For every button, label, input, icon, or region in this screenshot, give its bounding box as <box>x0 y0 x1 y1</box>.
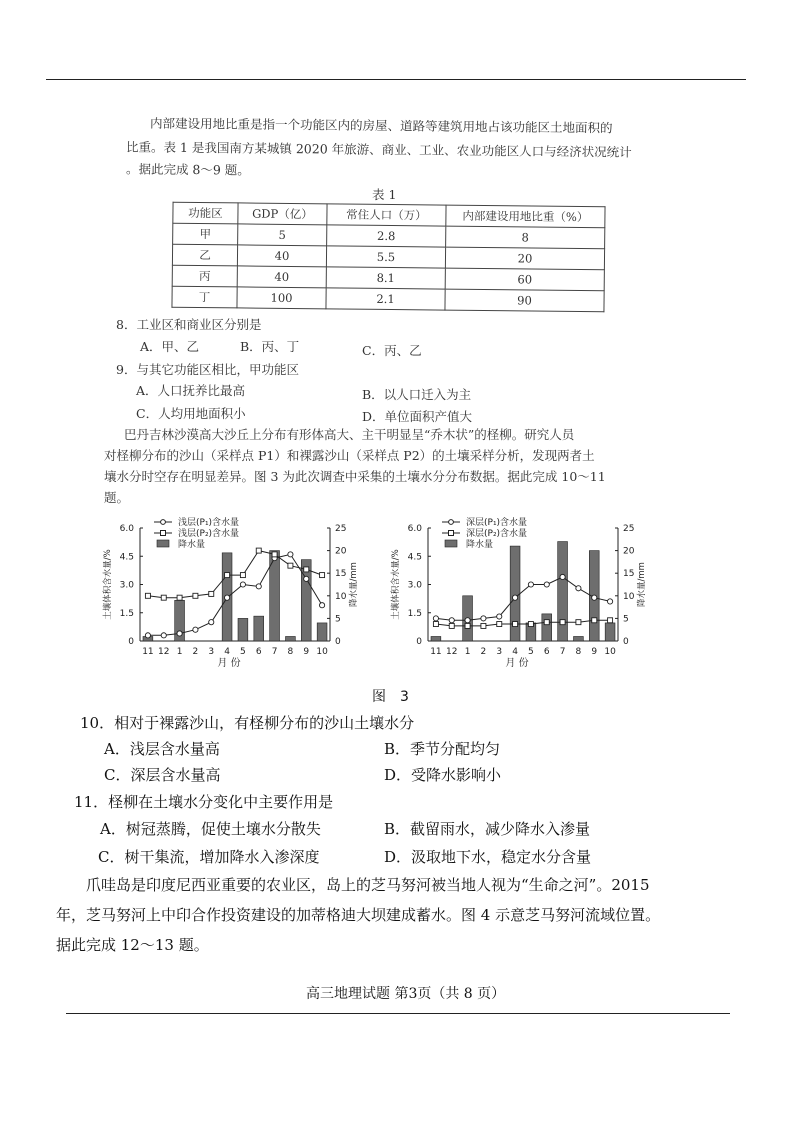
x-tick-label: 11 <box>430 647 442 657</box>
series-p2-point <box>497 622 502 627</box>
series-p2-point <box>272 552 277 557</box>
x-tick-label: 9 <box>303 647 310 657</box>
y2-tick-label: 0 <box>623 637 629 647</box>
series-p1-point <box>481 616 486 621</box>
x-tick-label: 3 <box>208 647 215 657</box>
series-p1-point <box>560 574 565 579</box>
intro3-line2: 年，芝马努河上中印合作投资建设的加蒂格迪大坝建成蓄水。图 4 示意芝马努河流域位置。 <box>56 906 661 924</box>
legend-marker-bar <box>445 540 457 547</box>
table-cell: 2.8 <box>327 225 446 247</box>
precipitation-bar <box>558 542 568 641</box>
series-p2-point <box>481 623 486 628</box>
q11-option-b: B．截留雨水，减少降水入渗量 <box>384 820 591 838</box>
y-tick-label: 6.0 <box>119 524 134 534</box>
series-p1-point <box>288 552 293 557</box>
intro1-line2: 比重。表 1 是我国南方某城镇 2020 年旅游、商业、工业、农业功能区人口与经济状况统计 <box>125 139 632 160</box>
legend-marker-p2 <box>161 531 166 536</box>
series-p2-point <box>576 620 581 625</box>
table-cell: 甲 <box>173 223 238 245</box>
series-p2-point <box>528 622 533 627</box>
series-p1-point <box>145 633 150 638</box>
y2-tick-label: 10 <box>335 591 347 602</box>
precipitation-bar <box>605 623 615 641</box>
series-p1-point <box>240 582 245 587</box>
intro2-line1: 巴丹吉林沙漠高大沙丘上分布有形体高大、主干明显呈“乔木状”的柽柳。研究人员 <box>124 427 575 442</box>
y-tick-label: 4.5 <box>119 552 134 563</box>
x-axis-label: 月 份 <box>505 658 529 669</box>
series-p2-point <box>544 620 549 625</box>
y-tick-label: 0 <box>128 637 134 647</box>
series-p1-point <box>224 595 229 600</box>
page-footer: 高三地理试题 第3页（共 8 页） <box>306 986 506 1002</box>
legend-marker-p1 <box>161 520 166 525</box>
series-p2-point <box>177 595 182 600</box>
x-tick-label: 10 <box>316 647 328 657</box>
q8-option-a: A．甲、乙 <box>140 339 200 354</box>
legend-marker-p1 <box>449 520 454 525</box>
series-p2-point <box>225 573 230 578</box>
series-p1-point <box>256 584 261 589</box>
series-p1-point <box>193 627 198 632</box>
intro2-line3: 壤水分时空存在明显差异。图 3 为此次调查中采集的土壤水分分布数据。据此完成 10～11 <box>104 469 606 484</box>
q9-stem: 9．与其它功能区相比，甲功能区 <box>116 362 299 377</box>
x-tick-label: 4 <box>512 647 518 657</box>
x-tick-label: 8 <box>287 647 294 657</box>
x-tick-label: 11 <box>142 647 154 657</box>
x-tick-label: 9 <box>591 647 598 657</box>
series-p2-point <box>256 548 261 553</box>
y2-tick-label: 5 <box>335 614 341 625</box>
x-tick-label: 3 <box>496 647 503 657</box>
table1-header-cell: GDP（亿） <box>238 203 327 225</box>
y-tick-label: 6.0 <box>407 524 422 534</box>
x-tick-label: 5 <box>528 647 534 657</box>
x-tick-label: 8 <box>575 647 582 657</box>
x-tick-label: 2 <box>480 647 487 657</box>
series-p1-point <box>544 582 549 587</box>
series-p1-point <box>576 586 581 591</box>
q11-option-c: C．树干集流，增加降水入渗深度 <box>98 848 320 866</box>
x-tick-label: 7 <box>559 647 566 657</box>
series-p2-point <box>592 618 597 623</box>
top-rule <box>46 79 746 80</box>
y2-tick-label: 25 <box>623 524 635 534</box>
series-p1-point <box>161 633 166 638</box>
series-p1-point <box>607 599 612 604</box>
series-p2-point <box>560 620 565 625</box>
series-p2-point <box>240 573 245 578</box>
table-cell: 40 <box>237 245 326 267</box>
legend-marker-p2 <box>449 531 454 536</box>
bottom-rule <box>66 1013 730 1014</box>
series-p1-point <box>177 631 182 636</box>
table-cell: 100 <box>237 287 326 309</box>
series-p1-point <box>449 618 454 623</box>
table-cell: 8 <box>446 226 605 249</box>
series-p1-point <box>528 582 533 587</box>
table-cell: 2.1 <box>326 288 445 310</box>
q10-option-c: C．深层含水量高 <box>104 766 221 784</box>
y2-tick-label: 20 <box>335 546 347 557</box>
q10-stem: 10．相对于裸露沙山，有柽柳分布的沙山土壤水分 <box>80 714 415 732</box>
table1-header-cell: 功能区 <box>173 202 238 224</box>
y2-axis-label: 降水量/mm <box>349 562 359 607</box>
legend-label: 浅层(P₁)含水量 <box>178 518 240 528</box>
figure3-caption: 图 3 <box>372 689 409 705</box>
table1-title: 表 1 <box>372 187 397 202</box>
y2-tick-label: 5 <box>623 614 629 625</box>
table-cell: 8.1 <box>326 267 445 289</box>
series-p1-line <box>436 577 610 620</box>
precipitation-bar <box>238 618 248 641</box>
q9-option-c: C．人均用地面积小 <box>136 406 246 421</box>
precipitation-bar <box>286 636 296 641</box>
x-tick-label: 2 <box>192 647 199 657</box>
figure3-charts <box>0 512 794 669</box>
q9-option-b: B．以人口迁入为主 <box>362 387 472 402</box>
q10-option-b: B．季节分配均匀 <box>384 740 501 758</box>
y-tick-label: 4.5 <box>407 552 422 563</box>
q9-option-d: D．单位面积产值大 <box>362 409 473 424</box>
y2-tick-label: 15 <box>623 569 635 580</box>
precipitation-bar <box>254 616 264 641</box>
series-p2-point <box>465 623 470 628</box>
series-p2-point <box>513 622 518 627</box>
series-p2-point <box>449 623 454 628</box>
table-cell: 5 <box>238 224 327 246</box>
series-p2-point <box>193 593 198 598</box>
series-p2-point <box>288 563 293 568</box>
q9-option-a: A．人口抚养比最高 <box>136 383 246 398</box>
series-p1-point <box>497 614 502 619</box>
table-cell: 乙 <box>172 244 237 266</box>
series-p2-point <box>145 593 150 598</box>
q11-option-d: D．汲取地下水，稳定水分含量 <box>384 848 592 866</box>
y2-tick-label: 15 <box>335 569 347 580</box>
series-p2-point <box>209 591 214 596</box>
y2-tick-label: 10 <box>623 591 635 602</box>
y-tick-label: 1.5 <box>119 608 134 619</box>
q8-option-b: B．丙、丁 <box>240 339 300 354</box>
legend-marker-bar <box>157 540 169 547</box>
x-tick-label: 12 <box>158 647 170 657</box>
q11-stem: 11．柽柳在土壤水分变化中主要作用是 <box>74 793 334 811</box>
x-tick-label: 1 <box>176 647 183 657</box>
q8-stem: 8．工业区和商业区分别是 <box>116 317 262 332</box>
x-tick-label: 7 <box>271 647 278 657</box>
series-p2-point <box>433 622 438 627</box>
x-tick-label: 6 <box>543 647 550 657</box>
table-cell: 90 <box>445 289 604 312</box>
x-tick-label: 10 <box>604 647 616 657</box>
table-cell: 5.5 <box>326 246 445 268</box>
y2-axis-label: 降水量/mm <box>637 562 647 607</box>
series-p1-point <box>512 595 517 600</box>
x-axis-label: 月 份 <box>217 658 241 669</box>
intro1-line1: 内部建设用地比重是指一个功能区内的房屋、道路等建筑用地占该功能区土地面积的 <box>149 115 613 136</box>
intro2-line2: 对柽柳分布的沙山（采样点 P1）和裸露沙山（采样点 P2）的土壤采样分析，发现两者土 <box>104 448 595 463</box>
series-p1-point <box>433 616 438 621</box>
series-p2-point <box>304 567 309 572</box>
legend-label: 浅层(P₂)含水量 <box>178 529 240 539</box>
series-p1-point <box>319 603 324 608</box>
y-tick-label: 1.5 <box>407 608 422 619</box>
y-tick-label: 3.0 <box>119 580 134 591</box>
y-axis-label: 土壤体积含水量/% <box>103 549 113 620</box>
legend-label: 深层(P₁)含水量 <box>466 518 528 528</box>
q8-option-c: C．丙、乙 <box>362 343 422 358</box>
x-tick-label: 12 <box>446 647 458 657</box>
series-p1-point <box>465 618 470 623</box>
table1-header-cell: 内部建设用地比重（%） <box>446 205 605 228</box>
table-cell: 丁 <box>172 286 237 308</box>
series-p2-point <box>161 595 166 600</box>
series-p2-point <box>608 618 613 623</box>
y-tick-label: 0 <box>416 637 422 647</box>
q10-option-d: D．受降水影响小 <box>384 766 502 784</box>
y-axis-label: 土壤体积含水量/% <box>391 549 401 620</box>
precipitation-bar <box>431 636 441 641</box>
legend-label: 降水量 <box>178 540 206 550</box>
series-p2-point <box>320 573 325 578</box>
series-p1-point <box>304 576 309 581</box>
q10-option-a: A．浅层含水量高 <box>104 740 220 758</box>
series-p2-line <box>436 620 610 626</box>
intro3-line1: 爪哇岛是印度尼西亚重要的农业区，岛上的芝马努河被当地人视为“生命之河”。2015 <box>86 876 650 894</box>
x-tick-label: 4 <box>224 647 230 657</box>
table1 <box>171 202 605 313</box>
y2-tick-label: 25 <box>335 524 347 534</box>
y2-tick-label: 0 <box>335 637 341 647</box>
y2-tick-label: 20 <box>623 546 635 557</box>
x-tick-label: 5 <box>240 647 246 657</box>
intro1-line3: 。据此完成 8～9 题。 <box>125 161 250 178</box>
table-cell: 丙 <box>172 265 237 287</box>
intro2-line4: 题。 <box>104 490 130 505</box>
x-tick-label: 1 <box>464 647 471 657</box>
series-p1-point <box>592 595 597 600</box>
table-cell: 40 <box>237 266 326 288</box>
q11-option-a: A．树冠蒸腾，促使土壤水分散失 <box>100 820 321 838</box>
series-p1-point <box>209 620 214 625</box>
y-tick-label: 3.0 <box>407 580 422 591</box>
legend-label: 深层(P₂)含水量 <box>466 529 528 539</box>
precipitation-bar <box>542 614 552 641</box>
precipitation-bar <box>317 623 327 641</box>
x-tick-label: 6 <box>255 647 262 657</box>
table1-header-cell: 常住人口（万） <box>327 204 446 226</box>
table-cell: 20 <box>445 247 604 270</box>
legend-label: 降水量 <box>466 540 494 550</box>
table-row <box>172 286 604 312</box>
table-cell: 60 <box>445 268 604 291</box>
intro3-line3: 据此完成 12～13 题。 <box>56 936 209 954</box>
precipitation-bar <box>574 636 584 641</box>
